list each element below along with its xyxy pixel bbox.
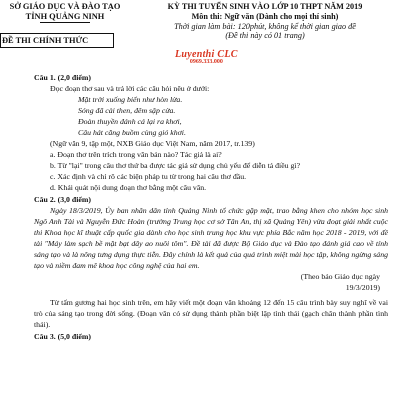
department-name: SỞ GIÁO DỤC VÀ ĐÀO TẠO: [9, 2, 121, 11]
header-divider: [40, 22, 90, 23]
header-left: [0, 2, 130, 22]
province-name: TỈNH QUẢNG NINH: [25, 12, 105, 21]
exam-subject: Môn thi: Ngữ văn (Dành cho mọi thí sinh): [191, 11, 339, 21]
exam-pages: (Đề thi này có 01 trang): [225, 31, 305, 41]
q1-source: (Ngữ văn 9, tập một, NXB Giáo dục Việt Nam, năm 2017, tr.139): [50, 139, 255, 148]
exam-time: Thời gian làm bài: 120phút, không kể thời gian giao đề: [174, 21, 356, 31]
q1-title: Câu 1. (2,0 điểm): [34, 73, 91, 82]
header-right: [130, 2, 400, 41]
q1-part-d: d. Khái quát nội dung đoạn thơ bằng một câu văn.: [50, 183, 207, 192]
poem-line: Sóng đã cài then, đêm sập cửa.: [78, 106, 176, 115]
poem-line: Câu hát căng buồm cùng gió khơi.: [78, 128, 186, 137]
exam-title: KỲ THI TUYỂN SINH VÀO LỚP 10 THPT NĂM 2019: [167, 2, 363, 11]
exam-body: [34, 71, 388, 342]
poem-line: Đoàn thuyền đánh cá lại ra khơi,: [78, 117, 182, 126]
q2-citation-line2: 19/3/2019): [345, 283, 380, 292]
q1-part-c: c. Xác định và chỉ rõ các biện pháp tu từ trong hai câu thơ đầu.: [50, 172, 247, 181]
q1-part-a: a. Đoạn thơ trên trích trong văn bản nào? Tác giả là ai?: [50, 150, 222, 159]
q2-citation-line1: (Theo báo Giáo dục ngày: [300, 272, 380, 281]
q3-title: Câu 3. (5,0 điểm): [34, 332, 91, 341]
q2-title: Câu 2. (3,0 điểm): [34, 195, 91, 204]
q2-passage: Ngày 18/3/2019, Ủy ban nhân dân tỉnh Quảng Ninh tổ chức gặp mặt, trao bằng khen cho nhóm học sinh Ngô Anh Tài và Nguyễn Đức Hoàn (trường Trung học cơ sở Tân An, thị xã Quảng Yên) vừa đoạt giải nhất cuộc thi Khoa học kĩ thuật cấp quốc gia dành cho học sinh trung học khu vực phía Bắc năm học 2018 - 2019, với đề tài "Máy làm sạch bề mặt bạt dây ao nuôi tôm". Đề tài đã được Bộ Giáo dục và Đào tạo đánh giá cao về tính sáng tạo và là nông tưng dụng thực tiễn. Đây chính là kết quả của quá trình miệt mài học tập, không ngừng sáng tạo và niềm đam mê khoa học công nghệ của hai em.: [34, 206, 388, 270]
logo-phone: 0969.333.000: [189, 59, 223, 65]
watermark-logo: [175, 49, 238, 65]
logo-name: Luyenthi CLC: [175, 49, 238, 60]
poem-line: Mặt trời xuống biển như hòn lửa.: [78, 95, 183, 104]
official-label: ĐỀ THI CHÍNH THỨC: [2, 36, 89, 45]
q1-intro: Đọc đoạn thơ sau và trả lời các câu hỏi nêu ở dưới:: [50, 84, 210, 93]
q1-part-b: b. Từ "lại" trong câu thơ thứ ba được tác giả sử dụng chủ yếu để diễn tả điều gì?: [50, 161, 301, 170]
q2-task: Từ tấm gương hai học sinh trên, em hãy viết một đoạn văn khoảng 12 đến 15 câu trình bày suy nghĩ về vai trò của sáng tạo trong đời sống. (Đoạn văn có sử dụng thành phần biệt lập tình thái (gạch chân thành phần tình thái).: [34, 298, 388, 329]
